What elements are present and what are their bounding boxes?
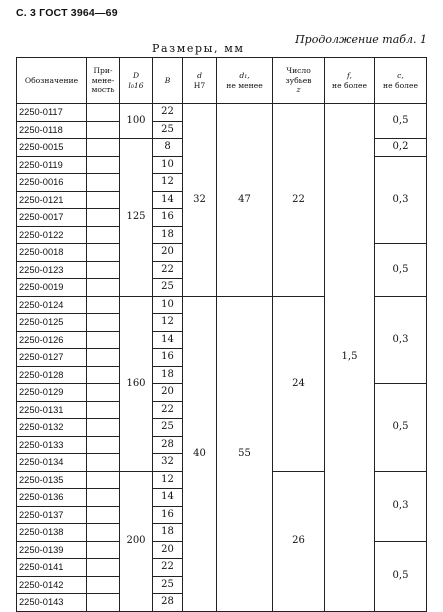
application-cell: [87, 104, 120, 122]
designation-cell: 2250-0138: [17, 524, 87, 542]
z-cell: 26: [273, 471, 325, 611]
B-cell: 25: [153, 576, 183, 594]
designation-cell: 2250-0141: [17, 559, 87, 577]
page-header: С. 3 ГОСТ 3964—69: [16, 7, 118, 19]
application-cell: [87, 524, 120, 542]
c-cell: 0,3: [375, 296, 427, 384]
d1-cell: 47: [217, 104, 273, 297]
application-cell: [87, 331, 120, 349]
application-cell: [87, 506, 120, 524]
B-cell: 18: [153, 366, 183, 384]
application-cell: [87, 279, 120, 297]
designation-cell: 2250-0121: [17, 191, 87, 209]
B-cell: 22: [153, 559, 183, 577]
B-cell: 10: [153, 296, 183, 314]
B-cell: 18: [153, 226, 183, 244]
application-cell: [87, 261, 120, 279]
designation-cell: 2250-0019: [17, 279, 87, 297]
application-cell: [87, 191, 120, 209]
c-cell: 0,5: [375, 541, 427, 611]
c-cell: 0,5: [375, 384, 427, 472]
d-cell: 32: [183, 104, 217, 297]
application-cell: [87, 384, 120, 402]
B-cell: 20: [153, 384, 183, 402]
B-cell: 12: [153, 314, 183, 332]
application-cell: [87, 559, 120, 577]
application-cell: [87, 121, 120, 139]
f-cell: 1,5: [325, 104, 375, 612]
designation-cell: 2250-0127: [17, 349, 87, 367]
designation-cell: 2250-0132: [17, 419, 87, 437]
col-z: Число зубьев z: [273, 58, 325, 104]
designation-cell: 2250-0117: [17, 104, 87, 122]
B-cell: 16: [153, 209, 183, 227]
B-cell: 14: [153, 331, 183, 349]
B-cell: 25: [153, 121, 183, 139]
application-cell: [87, 226, 120, 244]
designation-cell: 2250-0017: [17, 209, 87, 227]
designation-cell: 2250-0139: [17, 541, 87, 559]
application-cell: [87, 489, 120, 507]
col-d: d H7: [183, 58, 217, 104]
application-cell: [87, 349, 120, 367]
B-cell: 28: [153, 594, 183, 612]
designation-cell: 2250-0143: [17, 594, 87, 612]
designation-cell: 2250-0125: [17, 314, 87, 332]
D-cell: 160: [120, 296, 153, 471]
B-cell: 22: [153, 401, 183, 419]
B-cell: 16: [153, 506, 183, 524]
designation-cell: 2250-0129: [17, 384, 87, 402]
designation-cell: 2250-0018: [17, 244, 87, 262]
application-cell: [87, 314, 120, 332]
B-cell: 20: [153, 244, 183, 262]
B-cell: 16: [153, 349, 183, 367]
col-f: f, не более: [325, 58, 375, 104]
application-cell: [87, 174, 120, 192]
D-cell: 200: [120, 471, 153, 611]
col-application: При-мене-мость: [87, 58, 120, 104]
designation-cell: 2250-0126: [17, 331, 87, 349]
col-d1: d₁, не менее: [217, 58, 273, 104]
c-cell: 0,3: [375, 471, 427, 541]
application-cell: [87, 471, 120, 489]
B-cell: 12: [153, 174, 183, 192]
B-cell: 32: [153, 454, 183, 472]
application-cell: [87, 296, 120, 314]
B-cell: 28: [153, 436, 183, 454]
designation-cell: 2250-0134: [17, 454, 87, 472]
dimensions-caption: Размеры, мм: [152, 42, 245, 55]
application-cell: [87, 454, 120, 472]
application-cell: [87, 209, 120, 227]
application-cell: [87, 541, 120, 559]
B-cell: 10: [153, 156, 183, 174]
designation-cell: 2250-0015: [17, 139, 87, 157]
application-cell: [87, 366, 120, 384]
designation-cell: 2250-0136: [17, 489, 87, 507]
designation-cell: 2250-0016: [17, 174, 87, 192]
B-cell: 18: [153, 524, 183, 542]
B-cell: 25: [153, 279, 183, 297]
B-cell: 8: [153, 139, 183, 157]
c-cell: 0,3: [375, 156, 427, 244]
designation-cell: 2250-0123: [17, 261, 87, 279]
designation-cell: 2250-0135: [17, 471, 87, 489]
designation-cell: 2250-0137: [17, 506, 87, 524]
table-row: [17, 104, 427, 122]
B-cell: 20: [153, 541, 183, 559]
application-cell: [87, 156, 120, 174]
designation-cell: 2250-0128: [17, 366, 87, 384]
B-cell: 25: [153, 419, 183, 437]
application-cell: [87, 244, 120, 262]
application-cell: [87, 401, 120, 419]
col-c: c, не более: [375, 58, 427, 104]
c-cell: 0,5: [375, 104, 427, 139]
B-cell: 14: [153, 191, 183, 209]
B-cell: 22: [153, 261, 183, 279]
designation-cell: 2250-0124: [17, 296, 87, 314]
table-header-row: [17, 58, 427, 104]
D-cell: 125: [120, 139, 153, 297]
c-cell: 0,2: [375, 139, 427, 157]
col-D: D l₀16: [120, 58, 153, 104]
designation-cell: 2250-0142: [17, 576, 87, 594]
application-cell: [87, 594, 120, 612]
designation-cell: 2250-0122: [17, 226, 87, 244]
table-continuation-note: Продолжение табл. 1: [295, 33, 427, 46]
d1-cell: 55: [217, 296, 273, 611]
application-cell: [87, 436, 120, 454]
designation-cell: 2250-0119: [17, 156, 87, 174]
d-cell: 40: [183, 296, 217, 611]
designation-cell: 2250-0131: [17, 401, 87, 419]
designation-cell: 2250-0133: [17, 436, 87, 454]
designation-cell: 2250-0118: [17, 121, 87, 139]
c-cell: 0,5: [375, 244, 427, 297]
application-cell: [87, 576, 120, 594]
application-cell: [87, 419, 120, 437]
col-designation: Обозначение: [17, 58, 87, 104]
dimensions-table: [16, 57, 427, 612]
col-B: B: [153, 58, 183, 104]
B-cell: 12: [153, 471, 183, 489]
z-cell: 24: [273, 296, 325, 471]
B-cell: 14: [153, 489, 183, 507]
D-cell: 100: [120, 104, 153, 139]
application-cell: [87, 139, 120, 157]
z-cell: 22: [273, 104, 325, 297]
B-cell: 22: [153, 104, 183, 122]
